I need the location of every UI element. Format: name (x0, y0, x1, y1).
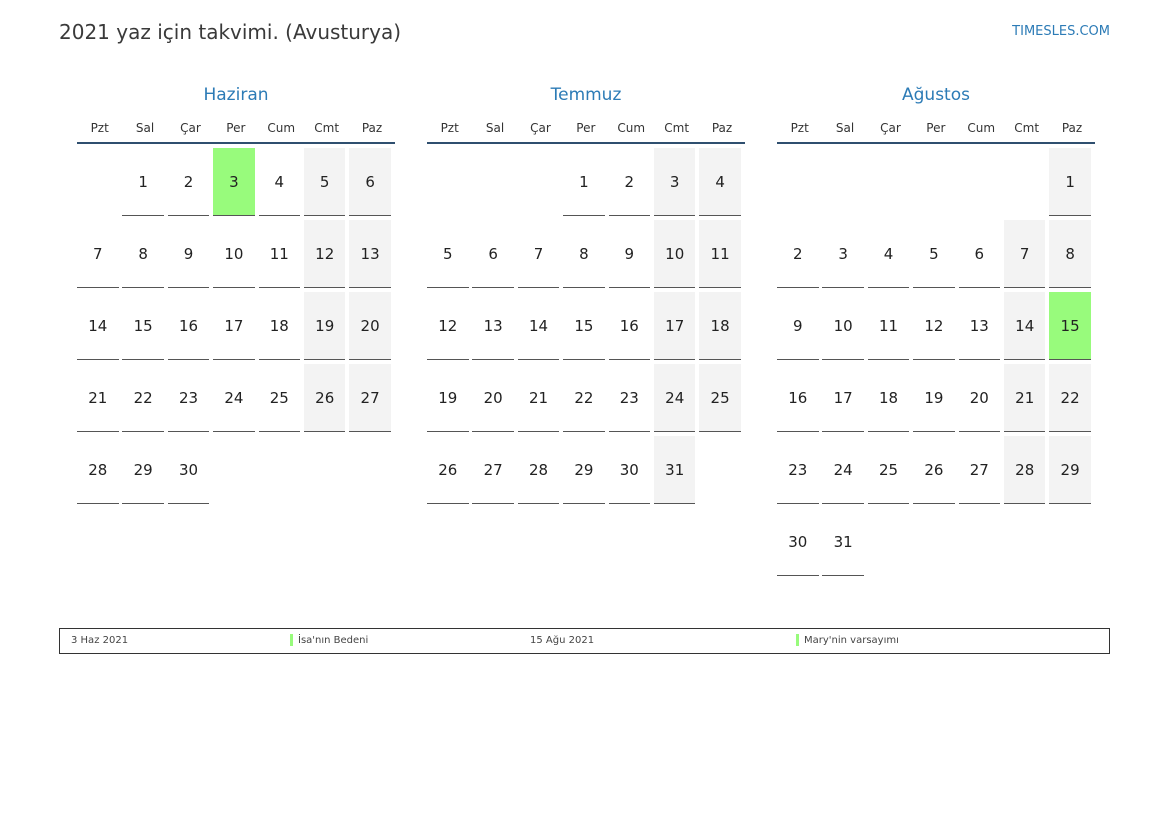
holiday-day-cell: 3 (213, 148, 255, 216)
day-cell: 20 (959, 364, 1001, 432)
day-cell: 21 (518, 364, 560, 432)
day-cell: 31 (654, 436, 696, 504)
holiday-marker-icon (796, 634, 799, 646)
weekday-label: Pzt (790, 121, 809, 135)
day-cell: 20 (349, 292, 391, 360)
days-grid (77, 148, 395, 504)
day-cell: 12 (427, 292, 469, 360)
legend-holiday-name: Mary'nin varsayımı (804, 635, 899, 646)
day-cell: 18 (259, 292, 301, 360)
day-cell: 6 (472, 220, 514, 288)
day-cell: 13 (472, 292, 514, 360)
empty-day-cell (427, 148, 469, 216)
weekday-label: Çar (180, 121, 201, 135)
day-cell: 1 (563, 148, 605, 216)
day-cell: 19 (427, 364, 469, 432)
weekday-label: Paz (1061, 121, 1083, 135)
day-cell: 23 (609, 364, 651, 432)
day-cell: 30 (609, 436, 651, 504)
day-cell: 19 (913, 364, 955, 432)
legend-date: 3 Haz 2021 (71, 635, 129, 646)
weekday-header (77, 118, 395, 144)
day-cell: 26 (427, 436, 469, 504)
site-link[interactable]: TIMESLES.COM (1012, 24, 1110, 39)
day-cell: 9 (168, 220, 210, 288)
days-grid (777, 148, 1095, 576)
day-cell: 30 (777, 508, 819, 576)
day-cell: 6 (349, 148, 391, 216)
day-cell: 21 (1004, 364, 1046, 432)
day-cell: 29 (563, 436, 605, 504)
day-cell: 5 (304, 148, 346, 216)
weekday-label: Per (226, 121, 246, 135)
empty-day-cell (518, 148, 560, 216)
weekday-label: Paz (711, 121, 733, 135)
day-cell: 5 (913, 220, 955, 288)
weekday-label: Çar (530, 121, 551, 135)
weekday-header (427, 118, 745, 144)
day-cell: 25 (259, 364, 301, 432)
empty-day-cell (77, 148, 119, 216)
empty-day-cell (822, 148, 864, 216)
day-cell: 30 (168, 436, 210, 504)
weekday-label: Cmt (1014, 121, 1040, 135)
day-cell: 17 (654, 292, 696, 360)
day-cell: 25 (699, 364, 741, 432)
day-cell: 11 (868, 292, 910, 360)
day-cell: 13 (349, 220, 391, 288)
day-cell: 31 (822, 508, 864, 576)
empty-day-cell (913, 148, 955, 216)
empty-day-cell (959, 148, 1001, 216)
weekday-header (777, 118, 1095, 144)
day-cell: 16 (168, 292, 210, 360)
day-cell: 14 (77, 292, 119, 360)
day-cell: 10 (213, 220, 255, 288)
day-cell: 4 (868, 220, 910, 288)
day-cell: 20 (472, 364, 514, 432)
day-cell: 23 (168, 364, 210, 432)
day-cell: 24 (654, 364, 696, 432)
day-cell: 26 (304, 364, 346, 432)
day-cell: 12 (304, 220, 346, 288)
day-cell: 13 (959, 292, 1001, 360)
day-cell: 21 (77, 364, 119, 432)
weekday-label: Cmt (314, 121, 340, 135)
month-august (777, 82, 1095, 576)
day-cell: 22 (122, 364, 164, 432)
day-cell: 15 (122, 292, 164, 360)
day-cell: 11 (699, 220, 741, 288)
day-cell: 17 (822, 364, 864, 432)
legend-holiday-name: İsa'nın Bedeni (298, 635, 369, 646)
days-grid (427, 148, 745, 504)
day-cell: 15 (563, 292, 605, 360)
empty-day-cell (868, 148, 910, 216)
day-cell: 7 (1004, 220, 1046, 288)
day-cell: 5 (427, 220, 469, 288)
day-cell: 28 (518, 436, 560, 504)
weekday-label: Sal (485, 121, 505, 135)
legend-date: 15 Ağu 2021 (530, 635, 595, 646)
weekday-label: Per (576, 121, 596, 135)
weekday-label: Pzt (90, 121, 109, 135)
empty-day-cell (1004, 148, 1046, 216)
day-cell: 29 (1049, 436, 1091, 504)
day-cell: 4 (699, 148, 741, 216)
month-july (427, 82, 745, 504)
day-cell: 17 (213, 292, 255, 360)
weekday-label: Per (926, 121, 946, 135)
holiday-marker-icon (290, 634, 293, 646)
day-cell: 8 (563, 220, 605, 288)
month-june (77, 82, 395, 504)
month-title: Temmuz (550, 85, 622, 105)
day-cell: 22 (563, 364, 605, 432)
day-cell: 9 (777, 292, 819, 360)
day-cell: 28 (77, 436, 119, 504)
weekday-label: Pzt (440, 121, 459, 135)
month-title: Ağustos (902, 85, 970, 105)
day-cell: 22 (1049, 364, 1091, 432)
page-title: 2021 yaz için takvimi. (Avusturya) (59, 20, 402, 44)
weekday-label: Paz (361, 121, 383, 135)
day-cell: 14 (518, 292, 560, 360)
day-cell: 12 (913, 292, 955, 360)
day-cell: 2 (777, 220, 819, 288)
day-cell: 3 (822, 220, 864, 288)
day-cell: 8 (1049, 220, 1091, 288)
day-cell: 24 (822, 436, 864, 504)
weekday-label: Çar (880, 121, 901, 135)
day-cell: 16 (777, 364, 819, 432)
day-cell: 7 (77, 220, 119, 288)
weekday-label: Sal (135, 121, 155, 135)
day-cell: 28 (1004, 436, 1046, 504)
weekday-label: Cum (267, 121, 296, 135)
day-cell: 7 (518, 220, 560, 288)
day-cell: 18 (699, 292, 741, 360)
day-cell: 2 (168, 148, 210, 216)
day-cell: 8 (122, 220, 164, 288)
day-cell: 2 (609, 148, 651, 216)
day-cell: 26 (913, 436, 955, 504)
day-cell: 1 (1049, 148, 1091, 216)
day-cell: 10 (822, 292, 864, 360)
empty-day-cell (777, 148, 819, 216)
day-cell: 19 (304, 292, 346, 360)
day-cell: 27 (472, 436, 514, 504)
day-cell: 25 (868, 436, 910, 504)
weekday-label: Cum (967, 121, 996, 135)
day-cell: 4 (259, 148, 301, 216)
day-cell: 27 (959, 436, 1001, 504)
day-cell: 27 (349, 364, 391, 432)
holiday-legend (59, 628, 1110, 654)
day-cell: 14 (1004, 292, 1046, 360)
day-cell: 3 (654, 148, 696, 216)
day-cell: 10 (654, 220, 696, 288)
day-cell: 24 (213, 364, 255, 432)
day-cell: 1 (122, 148, 164, 216)
day-cell: 23 (777, 436, 819, 504)
empty-day-cell (472, 148, 514, 216)
day-cell: 16 (609, 292, 651, 360)
day-cell: 18 (868, 364, 910, 432)
day-cell: 29 (122, 436, 164, 504)
weekday-label: Cum (617, 121, 646, 135)
day-cell: 9 (609, 220, 651, 288)
weekday-label: Sal (835, 121, 855, 135)
day-cell: 6 (959, 220, 1001, 288)
weekday-label: Cmt (664, 121, 690, 135)
day-cell: 11 (259, 220, 301, 288)
holiday-day-cell: 15 (1049, 292, 1091, 360)
month-title: Haziran (203, 85, 269, 105)
